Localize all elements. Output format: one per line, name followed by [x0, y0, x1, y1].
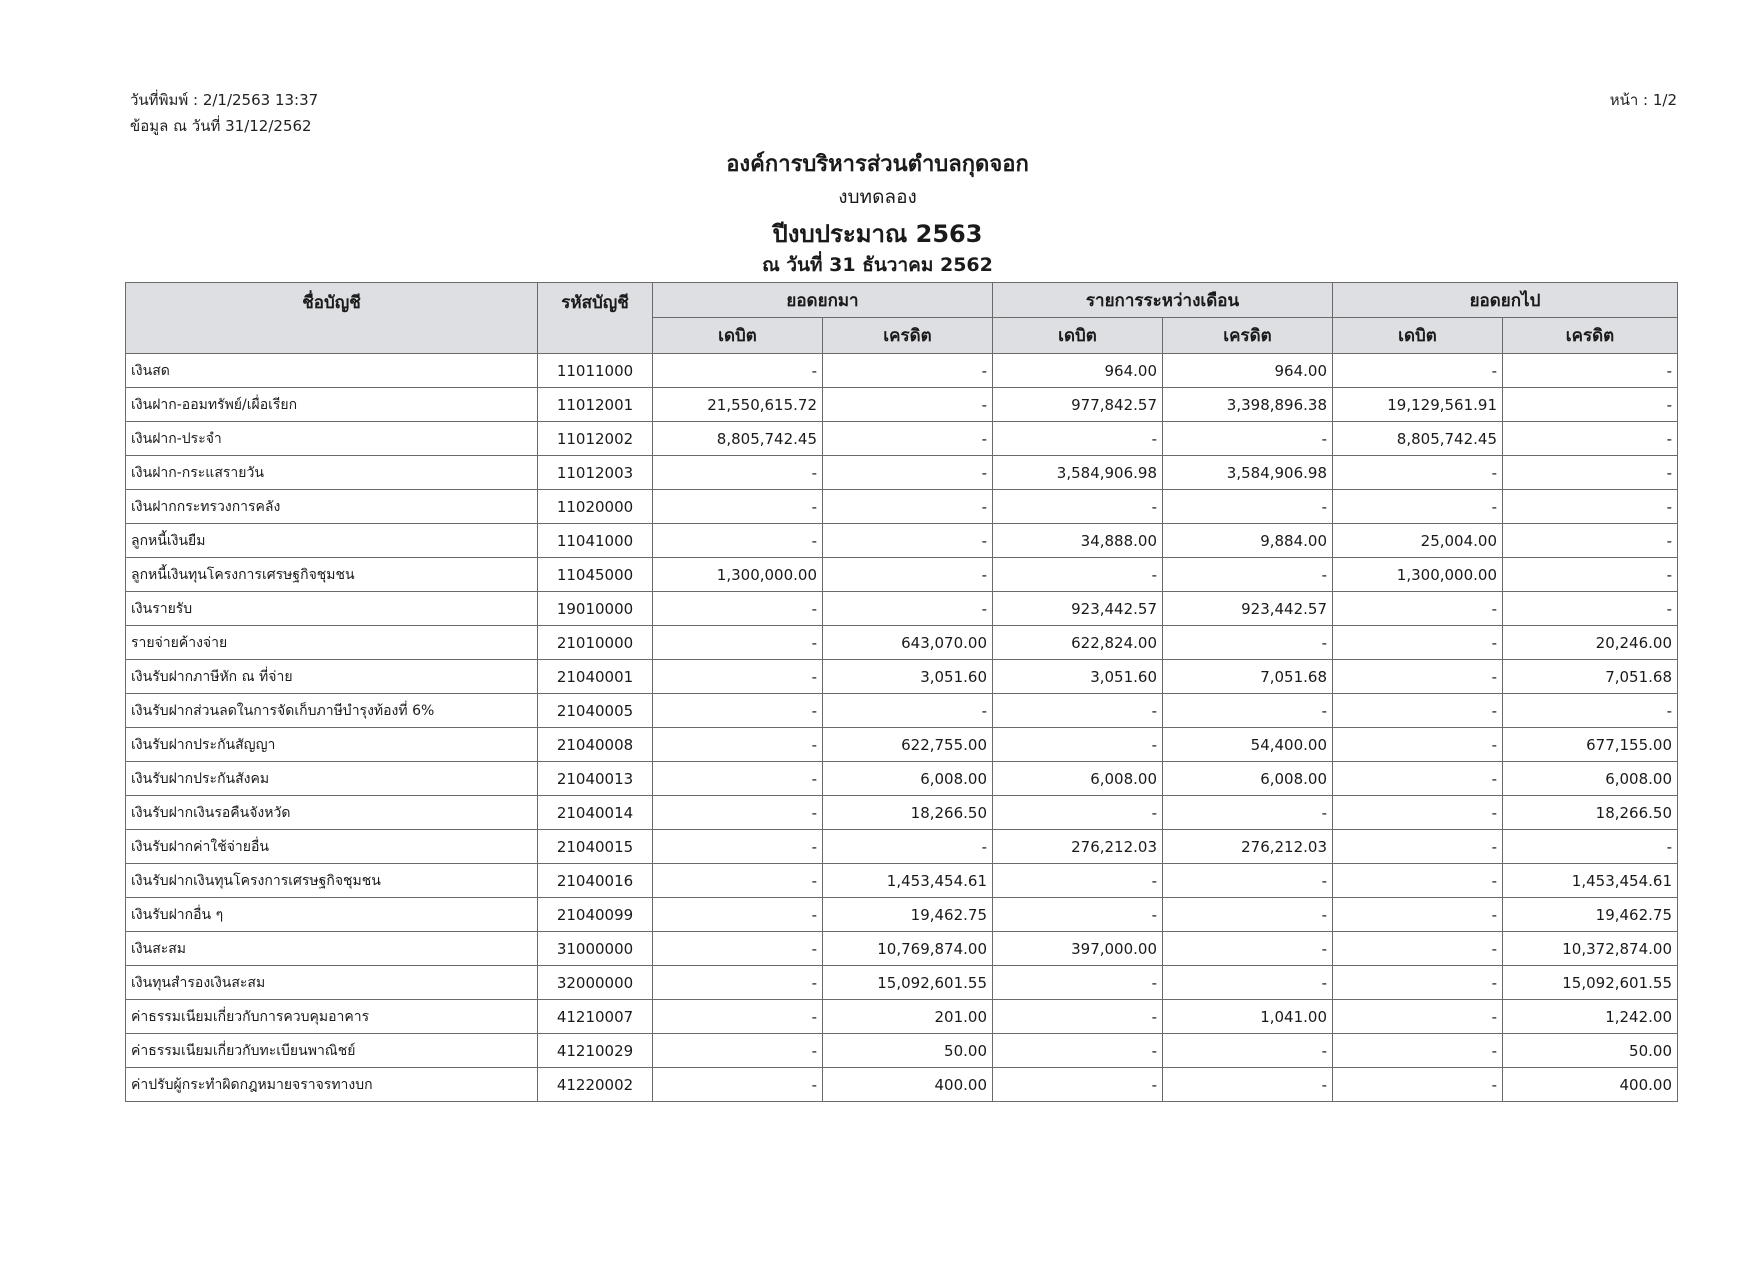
carried-forward-debit-cell: -	[1333, 626, 1503, 660]
account-code-cell: 21040016	[538, 864, 653, 898]
column-header-brought-forward-credit: เครดิต	[823, 318, 993, 354]
account-name-cell: เงินรับฝากประกันสัญญา	[126, 728, 538, 762]
column-header-account-code: รหัสบัญชี	[538, 283, 653, 354]
month-debit-cell: -	[993, 490, 1163, 524]
brought-forward-debit-cell: 21,550,615.72	[653, 388, 823, 422]
carried-forward-credit-cell: 7,051.68	[1503, 660, 1678, 694]
carried-forward-credit-cell: 50.00	[1503, 1034, 1678, 1068]
carried-forward-debit-cell: -	[1333, 830, 1503, 864]
brought-forward-credit-cell: 3,051.60	[823, 660, 993, 694]
account-code-cell: 19010000	[538, 592, 653, 626]
brought-forward-debit-cell: 8,805,742.45	[653, 422, 823, 456]
account-name-cell: ลูกหนี้เงินทุนโครงการเศรษฐกิจชุมชน	[126, 558, 538, 592]
account-code-cell: 41220002	[538, 1068, 653, 1102]
carried-forward-credit-cell: -	[1503, 592, 1678, 626]
brought-forward-debit-cell: -	[653, 1034, 823, 1068]
brought-forward-credit-cell: -	[823, 558, 993, 592]
data-as-of-date: ข้อมูล ณ วันที่ 31/12/2562	[130, 117, 312, 135]
table-row	[126, 1000, 1678, 1034]
account-code-cell: 11020000	[538, 490, 653, 524]
column-header-brought-forward-debit: เดบิต	[653, 318, 823, 354]
carried-forward-debit-cell: -	[1333, 728, 1503, 762]
brought-forward-credit-cell: -	[823, 830, 993, 864]
month-debit-cell: 622,824.00	[993, 626, 1163, 660]
month-credit-cell: 276,212.03	[1163, 830, 1333, 864]
carried-forward-debit-cell: -	[1333, 592, 1503, 626]
brought-forward-credit-cell: 10,769,874.00	[823, 932, 993, 966]
account-name-cell: เงินรายรับ	[126, 592, 538, 626]
carried-forward-credit-cell: -	[1503, 490, 1678, 524]
table-row	[126, 966, 1678, 1000]
month-debit-cell: -	[993, 728, 1163, 762]
month-credit-cell: -	[1163, 864, 1333, 898]
account-code-cell: 21040013	[538, 762, 653, 796]
carried-forward-debit-cell: -	[1333, 898, 1503, 932]
month-debit-cell: -	[993, 1000, 1163, 1034]
month-debit-cell: 3,584,906.98	[993, 456, 1163, 490]
account-code-cell: 21010000	[538, 626, 653, 660]
month-debit-cell: 3,051.60	[993, 660, 1163, 694]
account-name-cell: เงินฝาก-ประจำ	[126, 422, 538, 456]
carried-forward-debit-cell: -	[1333, 456, 1503, 490]
table-row	[126, 762, 1678, 796]
account-name-cell: เงินรับฝากประกันสังคม	[126, 762, 538, 796]
column-group-brought-forward: ยอดยกมา	[653, 283, 993, 318]
brought-forward-credit-cell: 18,266.50	[823, 796, 993, 830]
month-credit-cell: 7,051.68	[1163, 660, 1333, 694]
month-credit-cell: -	[1163, 694, 1333, 728]
account-code-cell: 21040099	[538, 898, 653, 932]
month-debit-cell: -	[993, 694, 1163, 728]
account-code-cell: 21040001	[538, 660, 653, 694]
month-credit-cell: 54,400.00	[1163, 728, 1333, 762]
account-code-cell: 21040015	[538, 830, 653, 864]
brought-forward-credit-cell: 19,462.75	[823, 898, 993, 932]
account-name-cell: ค่าธรรมเนียมเกี่ยวกับการควบคุมอาคาร	[126, 1000, 538, 1034]
carried-forward-credit-cell: -	[1503, 422, 1678, 456]
brought-forward-credit-cell: -	[823, 592, 993, 626]
carried-forward-credit-cell: -	[1503, 694, 1678, 728]
month-credit-cell: -	[1163, 626, 1333, 660]
brought-forward-debit-cell: -	[653, 898, 823, 932]
carried-forward-credit-cell: -	[1503, 388, 1678, 422]
table-row	[126, 490, 1678, 524]
brought-forward-debit-cell: -	[653, 966, 823, 1000]
column-group-carried-forward: ยอดยกไป	[1333, 283, 1678, 318]
account-name-cell: เงินฝาก-ออมทรัพย์/เผื่อเรียก	[126, 388, 538, 422]
brought-forward-debit-cell: -	[653, 864, 823, 898]
account-code-cell: 11041000	[538, 524, 653, 558]
carried-forward-debit-cell: -	[1333, 864, 1503, 898]
column-header-carried-forward-credit: เครดิต	[1503, 318, 1678, 354]
month-debit-cell: 276,212.03	[993, 830, 1163, 864]
account-code-cell: 31000000	[538, 932, 653, 966]
account-name-cell: เงินฝาก-กระแสรายวัน	[126, 456, 538, 490]
report-date: ณ วันที่ 31 ธันวาคม 2562	[762, 254, 993, 276]
month-credit-cell: 964.00	[1163, 354, 1333, 388]
carried-forward-debit-cell: -	[1333, 762, 1503, 796]
carried-forward-credit-cell: -	[1503, 524, 1678, 558]
month-debit-cell: -	[993, 1034, 1163, 1068]
brought-forward-debit-cell: -	[653, 524, 823, 558]
carried-forward-credit-cell: 15,092,601.55	[1503, 966, 1678, 1000]
month-credit-cell: -	[1163, 966, 1333, 1000]
carried-forward-credit-cell: -	[1503, 830, 1678, 864]
table-row	[126, 1068, 1678, 1102]
column-header-month-credit: เครดิต	[1163, 318, 1333, 354]
account-name-cell: เงินรับฝากเงินทุนโครงการเศรษฐกิจชุมชน	[126, 864, 538, 898]
brought-forward-debit-cell: -	[653, 660, 823, 694]
header-row-groups	[126, 283, 1678, 318]
table-row	[126, 558, 1678, 592]
column-header-carried-forward-debit: เดบิต	[1333, 318, 1503, 354]
month-credit-cell: -	[1163, 422, 1333, 456]
table-row	[126, 422, 1678, 456]
brought-forward-credit-cell: -	[823, 490, 993, 524]
brought-forward-debit-cell: -	[653, 762, 823, 796]
brought-forward-credit-cell: -	[823, 456, 993, 490]
report-title: งบทดลอง	[838, 186, 917, 208]
table-row	[126, 864, 1678, 898]
carried-forward-debit-cell: 1,300,000.00	[1333, 558, 1503, 592]
month-credit-cell: 6,008.00	[1163, 762, 1333, 796]
month-debit-cell: 977,842.57	[993, 388, 1163, 422]
brought-forward-debit-cell: -	[653, 626, 823, 660]
table-row	[126, 694, 1678, 728]
account-code-cell: 41210029	[538, 1034, 653, 1068]
month-credit-cell: 3,584,906.98	[1163, 456, 1333, 490]
carried-forward-debit-cell: -	[1333, 660, 1503, 694]
carried-forward-debit-cell: -	[1333, 1000, 1503, 1034]
table-row	[126, 932, 1678, 966]
brought-forward-credit-cell: 15,092,601.55	[823, 966, 993, 1000]
carried-forward-credit-cell: -	[1503, 558, 1678, 592]
table-row	[126, 626, 1678, 660]
brought-forward-debit-cell: -	[653, 456, 823, 490]
brought-forward-debit-cell: -	[653, 490, 823, 524]
brought-forward-debit-cell: -	[653, 796, 823, 830]
account-name-cell: เงินรับฝากค่าใช้จ่ายอื่น	[126, 830, 538, 864]
account-name-cell: เงินรับฝากอื่น ๆ	[126, 898, 538, 932]
column-header-account-name: ชื่อบัญชี	[126, 283, 538, 354]
brought-forward-debit-cell: -	[653, 354, 823, 388]
account-code-cell: 11012003	[538, 456, 653, 490]
month-credit-cell: 9,884.00	[1163, 524, 1333, 558]
trial-balance-table	[125, 282, 1678, 1102]
month-debit-cell: 34,888.00	[993, 524, 1163, 558]
carried-forward-credit-cell: 1,453,454.61	[1503, 864, 1678, 898]
account-code-cell: 11012001	[538, 388, 653, 422]
month-debit-cell: -	[993, 966, 1163, 1000]
brought-forward-credit-cell: 643,070.00	[823, 626, 993, 660]
carried-forward-debit-cell: 25,004.00	[1333, 524, 1503, 558]
brought-forward-debit-cell: -	[653, 1068, 823, 1102]
month-debit-cell: -	[993, 864, 1163, 898]
carried-forward-credit-cell: 18,266.50	[1503, 796, 1678, 830]
carried-forward-credit-cell: 20,246.00	[1503, 626, 1678, 660]
carried-forward-debit-cell: -	[1333, 966, 1503, 1000]
brought-forward-credit-cell: -	[823, 524, 993, 558]
carried-forward-debit-cell: -	[1333, 1034, 1503, 1068]
month-credit-cell: -	[1163, 932, 1333, 966]
account-name-cell: รายจ่ายค้างจ่าย	[126, 626, 538, 660]
table-row	[126, 456, 1678, 490]
brought-forward-debit-cell: 1,300,000.00	[653, 558, 823, 592]
month-debit-cell: -	[993, 898, 1163, 932]
account-name-cell: เงินทุนสำรองเงินสะสม	[126, 966, 538, 1000]
table-row	[126, 898, 1678, 932]
table-row	[126, 728, 1678, 762]
account-name-cell: เงินรับฝากภาษีหัก ณ ที่จ่าย	[126, 660, 538, 694]
month-credit-cell: -	[1163, 1068, 1333, 1102]
month-debit-cell: 964.00	[993, 354, 1163, 388]
month-debit-cell: -	[993, 1068, 1163, 1102]
carried-forward-debit-cell: -	[1333, 354, 1503, 388]
organization-title: องค์การบริหารส่วนตำบลกุดจอก	[726, 152, 1029, 177]
account-name-cell: เงินสะสม	[126, 932, 538, 966]
account-code-cell: 11045000	[538, 558, 653, 592]
month-debit-cell: -	[993, 558, 1163, 592]
month-credit-cell: -	[1163, 796, 1333, 830]
brought-forward-debit-cell: -	[653, 694, 823, 728]
month-credit-cell: -	[1163, 558, 1333, 592]
brought-forward-debit-cell: -	[653, 1000, 823, 1034]
brought-forward-debit-cell: -	[653, 830, 823, 864]
month-credit-cell: 923,442.57	[1163, 592, 1333, 626]
carried-forward-debit-cell: -	[1333, 796, 1503, 830]
carried-forward-credit-cell: 6,008.00	[1503, 762, 1678, 796]
fiscal-year-title: ปีงบประมาณ 2563	[772, 220, 983, 248]
table-row	[126, 660, 1678, 694]
account-name-cell: เงินฝากกระทรวงการคลัง	[126, 490, 538, 524]
account-code-cell: 32000000	[538, 966, 653, 1000]
brought-forward-credit-cell: 50.00	[823, 1034, 993, 1068]
carried-forward-debit-cell: 8,805,742.45	[1333, 422, 1503, 456]
table-row	[126, 1034, 1678, 1068]
table-header	[126, 283, 1678, 354]
account-name-cell: เงินสด	[126, 354, 538, 388]
carried-forward-credit-cell: 400.00	[1503, 1068, 1678, 1102]
month-credit-cell: 3,398,896.38	[1163, 388, 1333, 422]
brought-forward-credit-cell: 622,755.00	[823, 728, 993, 762]
print-date: วันที่พิมพ์ : 2/1/2563 13:37	[130, 91, 319, 109]
table-row	[126, 388, 1678, 422]
month-debit-cell: -	[993, 796, 1163, 830]
table-row	[126, 354, 1678, 388]
account-name-cell: เงินรับฝากส่วนลดในการจัดเก็บภาษีบำรุงท้องที่ 6%	[126, 694, 538, 728]
brought-forward-credit-cell: 6,008.00	[823, 762, 993, 796]
carried-forward-debit-cell: 19,129,561.91	[1333, 388, 1503, 422]
brought-forward-debit-cell: -	[653, 728, 823, 762]
carried-forward-credit-cell: 677,155.00	[1503, 728, 1678, 762]
brought-forward-debit-cell: -	[653, 932, 823, 966]
brought-forward-credit-cell: -	[823, 694, 993, 728]
month-debit-cell: 923,442.57	[993, 592, 1163, 626]
carried-forward-credit-cell: -	[1503, 354, 1678, 388]
month-debit-cell: 397,000.00	[993, 932, 1163, 966]
brought-forward-credit-cell: -	[823, 422, 993, 456]
account-name-cell: ค่าปรับผู้กระทำผิดกฎหมายจราจรทางบก	[126, 1068, 538, 1102]
brought-forward-debit-cell: -	[653, 592, 823, 626]
month-credit-cell: -	[1163, 490, 1333, 524]
brought-forward-credit-cell: -	[823, 354, 993, 388]
account-name-cell: ค่าธรรมเนียมเกี่ยวกับทะเบียนพาณิชย์	[126, 1034, 538, 1068]
carried-forward-credit-cell: -	[1503, 456, 1678, 490]
table-row	[126, 524, 1678, 558]
table-row	[126, 796, 1678, 830]
account-code-cell: 41210007	[538, 1000, 653, 1034]
brought-forward-credit-cell: 1,453,454.61	[823, 864, 993, 898]
month-debit-cell: 6,008.00	[993, 762, 1163, 796]
month-credit-cell: -	[1163, 898, 1333, 932]
account-code-cell: 11011000	[538, 354, 653, 388]
brought-forward-credit-cell: 400.00	[823, 1068, 993, 1102]
account-code-cell: 21040008	[538, 728, 653, 762]
account-code-cell: 21040005	[538, 694, 653, 728]
month-credit-cell: 1,041.00	[1163, 1000, 1333, 1034]
carried-forward-debit-cell: -	[1333, 694, 1503, 728]
table-body	[126, 354, 1678, 1102]
month-credit-cell: -	[1163, 1034, 1333, 1068]
column-group-during-month: รายการระหว่างเดือน	[993, 283, 1333, 318]
carried-forward-debit-cell: -	[1333, 490, 1503, 524]
account-name-cell: เงินรับฝากเงินรอคืนจังหวัด	[126, 796, 538, 830]
account-code-cell: 11012002	[538, 422, 653, 456]
column-header-month-debit: เดบิต	[993, 318, 1163, 354]
carried-forward-credit-cell: 10,372,874.00	[1503, 932, 1678, 966]
carried-forward-credit-cell: 19,462.75	[1503, 898, 1678, 932]
carried-forward-credit-cell: 1,242.00	[1503, 1000, 1678, 1034]
account-code-cell: 21040014	[538, 796, 653, 830]
page-number: หน้า : 1/2	[1609, 91, 1677, 109]
carried-forward-debit-cell: -	[1333, 932, 1503, 966]
month-debit-cell: -	[993, 422, 1163, 456]
brought-forward-credit-cell: 201.00	[823, 1000, 993, 1034]
table-row	[126, 592, 1678, 626]
table-row	[126, 830, 1678, 864]
account-name-cell: ลูกหนี้เงินยืม	[126, 524, 538, 558]
brought-forward-credit-cell: -	[823, 388, 993, 422]
carried-forward-debit-cell: -	[1333, 1068, 1503, 1102]
